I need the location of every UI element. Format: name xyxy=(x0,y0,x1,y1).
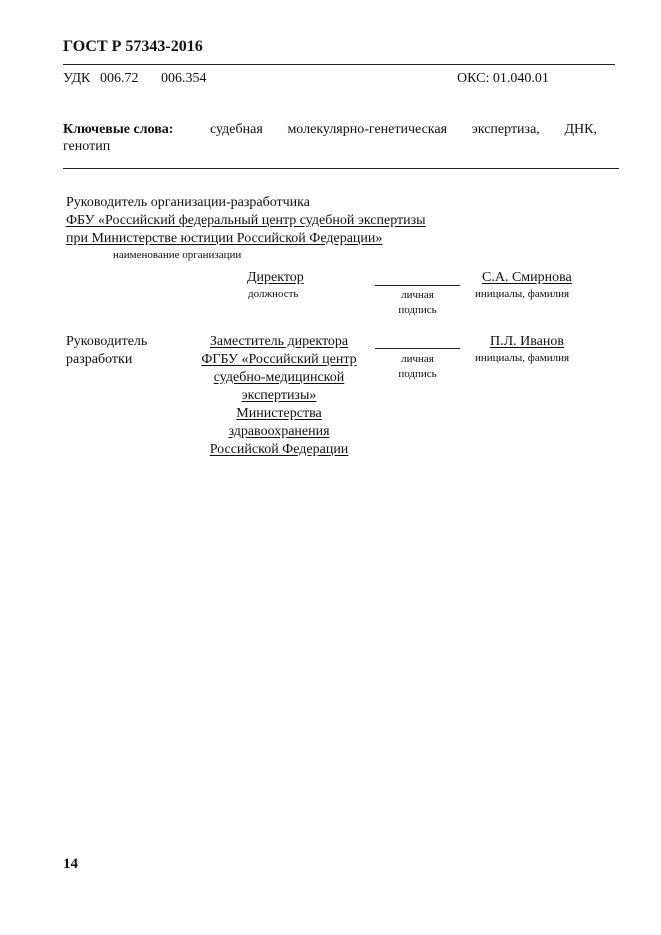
director-signature-line xyxy=(375,285,460,286)
organization-heading: Руководитель организации-разработчика xyxy=(66,195,310,210)
director-signature-caption-2: подпись xyxy=(398,304,437,316)
keywords-rule xyxy=(63,168,619,169)
udc-code-1: 006.72 xyxy=(100,71,139,86)
director-position-caption: должность xyxy=(248,288,299,300)
developer-position-line-3: судебно-медицинской xyxy=(213,370,345,385)
director-name-caption: инициалы, фамилия xyxy=(475,288,570,300)
organization-name-caption: наименование организации xyxy=(113,249,242,261)
developer-role-line-2: разработки xyxy=(66,352,133,367)
developer-position-line-4: экспертизы» xyxy=(241,388,317,403)
developer-signature-caption-1: личная xyxy=(401,353,434,365)
organization-name-line-2: при Министерстве юстиции Российской Федерации» xyxy=(66,231,383,246)
director-name: С.А. Смирнова xyxy=(482,270,572,285)
udc-label: УДК xyxy=(63,71,91,86)
director-position: Директор xyxy=(247,270,304,285)
director-signature-caption-1: личная xyxy=(401,289,434,301)
developer-name-caption: инициалы, фамилия xyxy=(475,352,570,364)
developer-position-line-5: Министерства xyxy=(236,406,322,421)
header-rule xyxy=(63,64,615,65)
oks-code: ОКС: 01.040.01 xyxy=(457,71,549,86)
keywords-label: Ключевые слова: xyxy=(63,122,174,137)
developer-signature-caption-2: подпись xyxy=(398,368,437,380)
developer-name: П.Л. Иванов xyxy=(490,334,564,349)
keywords-line-1: судебная молекулярно-генетическая экспертиза, ДНК, xyxy=(210,122,597,137)
developer-position-line-1: Заместитель директора xyxy=(209,334,349,349)
developer-position-line-7: Российской Федерации xyxy=(209,442,349,457)
developer-position-line-2: ФГБУ «Российский центр xyxy=(201,352,357,367)
organization-name-line-1: ФБУ «Российский федеральный центр судебной экспертизы xyxy=(66,213,426,228)
developer-role-line-1: Руководитель xyxy=(66,334,148,349)
document-title: ГОСТ Р 57343-2016 xyxy=(63,38,203,55)
udc-code-2: 006.354 xyxy=(161,71,207,86)
developer-position-line-6: здравоохранения xyxy=(228,424,330,439)
page-number: 14 xyxy=(63,856,78,872)
developer-signature-line xyxy=(375,348,460,349)
keywords-line-2: генотип xyxy=(63,139,111,154)
